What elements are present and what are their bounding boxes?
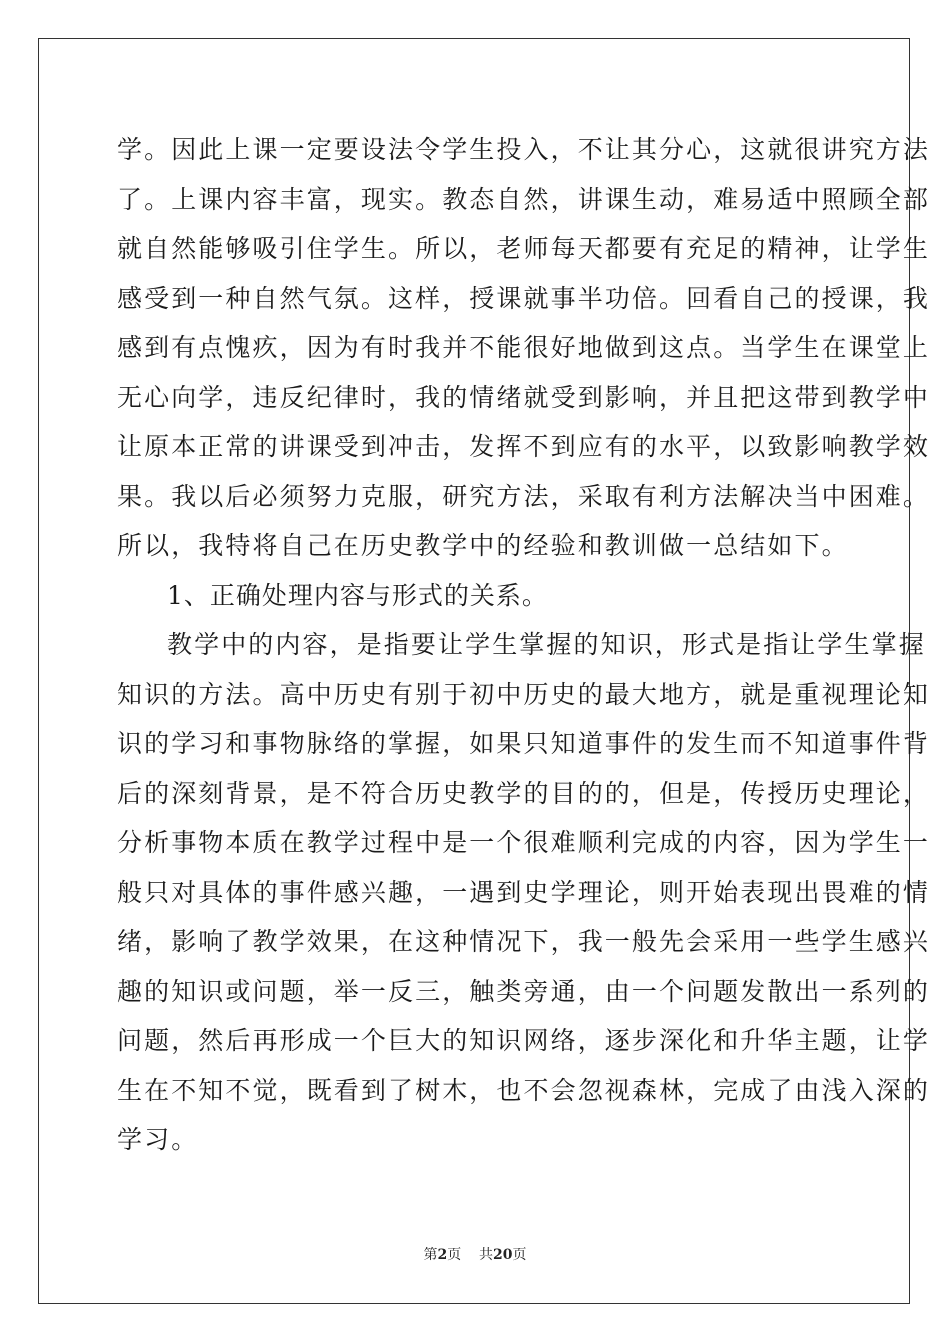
total-pages: 20 [493,1247,513,1263]
text-line: 趣的知识或问题，举一反三，触类旁通，由一个问题发散出一系列的 [117,976,931,1006]
total-unit: 页 [512,1247,527,1263]
text-line: 果。我以后必须努力克服，研究方法，采取有利方法解决当中困难。 [117,481,931,511]
text-line: 问题，然后再形成一个巨大的知识网络，逐步深化和升华主题，让学 [117,1026,931,1055]
section-heading: 1、正确处理内容与形式的关系。 [167,580,548,610]
text-line: 所以，我特将自己在历史教学中的经验和教训做一总结如下。 [117,531,849,560]
page-unit: 页 [447,1247,462,1263]
text-line: 后的深刻背景，是不符合历史教学的目的的，但是，传授历史理论， [117,778,931,808]
text-line: 教学中的内容，是指要让学生掌握的知识，形式是指让学生掌握 [167,630,926,659]
text-line: 感到有点愧疚，因为有时我并不能很好地做到这点。当学生在课堂上 [117,333,931,362]
text-line: 无心向学，违反纪律时，我的情绪就受到影响，并且把这带到教学中 [117,382,931,412]
document-body [117,125,931,1165]
page-prefix: 第 [423,1247,438,1263]
text-line: 让原本正常的讲课受到冲击，发挥不到应有的水平，以致影响教学效 [117,432,931,461]
text-line: 感受到一种自然气氛。这样，授课就事半功倍。回看自己的授课，我 [117,283,931,313]
text-line: 学。因此上课一定要设法令学生投入，不让其分心，这就很讲究方法 [117,135,931,164]
text-line: 生在不知不觉，既看到了树木，也不会忽视森林，完成了由浅入深的 [117,1075,931,1105]
text-line: 学习。 [117,1125,199,1154]
page-number: 2 [437,1247,448,1263]
text-line: 了。上课内容丰富，现实。教态自然，讲课生动，难易适中照顾全部 [117,184,931,214]
text-line: 分析事物本质在教学过程中是一个很难顺利完成的内容，因为学生一 [117,828,931,857]
text-line: 识的学习和事物脉络的掌握，如果只知道事件的发生而不知道事件背 [117,729,931,758]
page-footer [0,1245,950,1265]
text-line: 绪，影响了教学效果，在这种情况下，我一般先会采用一些学生感兴 [117,927,931,956]
text-line: 般只对具体的事件感兴趣，一遇到史学理论，则开始表现出畏难的情 [117,877,931,907]
text-line: 知识的方法。高中历史有别于初中历史的最大地方，就是重视理论知 [117,679,931,709]
text-line: 就自然能够吸引住学生。所以，老师每天都要有充足的精神，让学生 [117,234,931,263]
total-prefix: 共 [479,1247,494,1263]
